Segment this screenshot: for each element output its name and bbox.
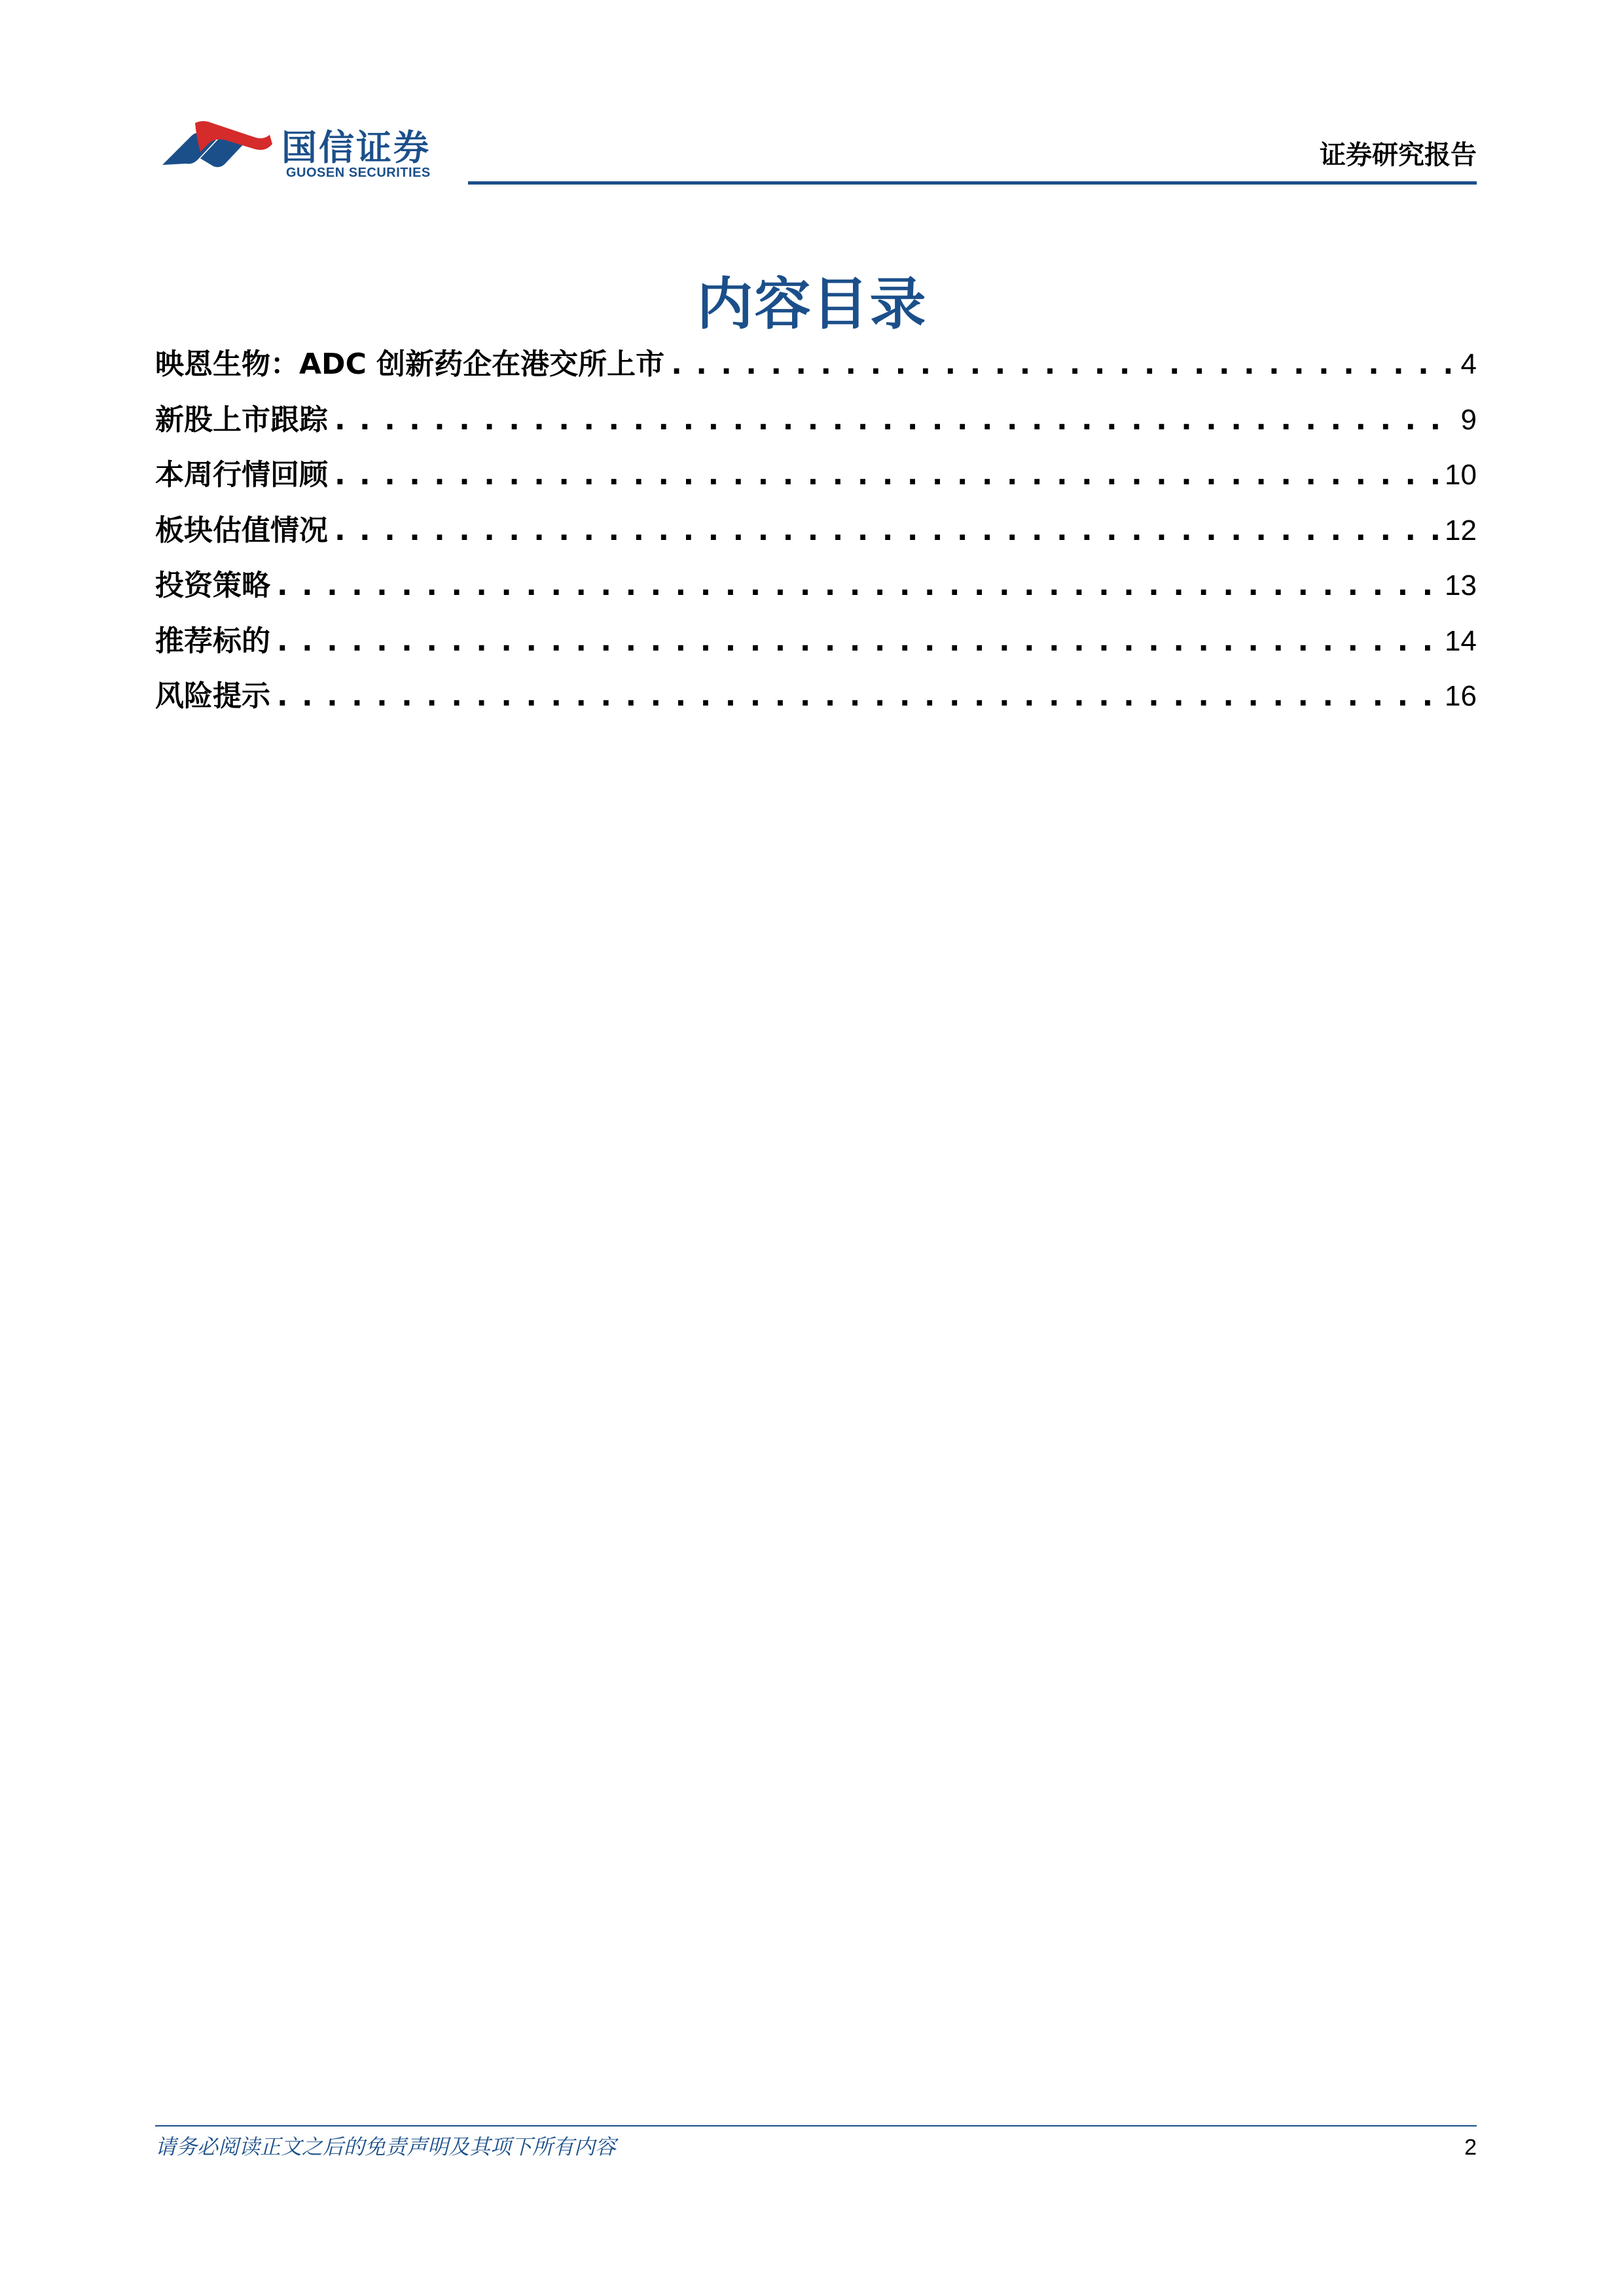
toc-entry-page[interactable]: 9 [1460,403,1477,436]
toc-entry-page[interactable]: 4 [1460,348,1477,380]
toc-entry[interactable] [155,503,1477,559]
toc-entry-label[interactable]: 风险提示 [155,679,270,713]
toc-entry[interactable] [155,448,1477,503]
toc-entry-page[interactable]: 14 [1445,624,1477,657]
toc-dot-leader [671,337,1451,393]
page-header [0,0,1624,196]
toc-dot-leader [277,669,1438,725]
toc-entry[interactable] [155,614,1477,670]
toc-entry[interactable] [155,669,1477,725]
toc-entry-label[interactable]: 新股上市跟踪 [155,403,328,437]
logo-english-name: GUOSEN SECURITIES [286,166,431,180]
toc-entry-label[interactable]: 板块估值情况 [155,513,328,547]
toc-entry-label[interactable]: 推荐标的 [155,624,270,658]
toc-entry[interactable] [155,558,1477,614]
disclaimer-notice: 请务必阅读正文之后的免责声明及其项下所有内容 [155,2134,617,2159]
report-type-label: 证券研究报告 [1320,140,1477,170]
toc-entry-page[interactable]: 12 [1445,514,1477,547]
toc-dot-leader [277,558,1438,614]
toc-entry-page[interactable]: 13 [1445,569,1477,601]
guosen-logo-icon [157,118,275,190]
logo-chinese-name: 国信证券 [281,127,431,168]
header-divider [468,181,1477,185]
toc-dot-leader [334,503,1438,559]
toc-dot-leader [277,614,1438,670]
toc-entry-page[interactable]: 16 [1445,680,1477,712]
toc-entry-label[interactable]: 映恩生物：ADC 创新药企在港交所上市 [155,348,665,381]
toc-entry[interactable] [155,337,1477,393]
table-of-contents [155,337,1477,725]
footer-divider [155,2125,1477,2126]
toc-entry-label[interactable]: 本周行情回顾 [155,458,328,492]
page-number: 2 [1464,2135,1477,2160]
toc-dot-leader [334,448,1438,503]
toc-entry-label[interactable]: 投资策略 [155,569,270,602]
toc-entry[interactable] [155,393,1477,448]
company-logo [157,115,445,193]
toc-title: 内容目录 [696,272,928,337]
toc-entry-page[interactable]: 10 [1445,459,1477,491]
toc-dot-leader [334,393,1451,448]
